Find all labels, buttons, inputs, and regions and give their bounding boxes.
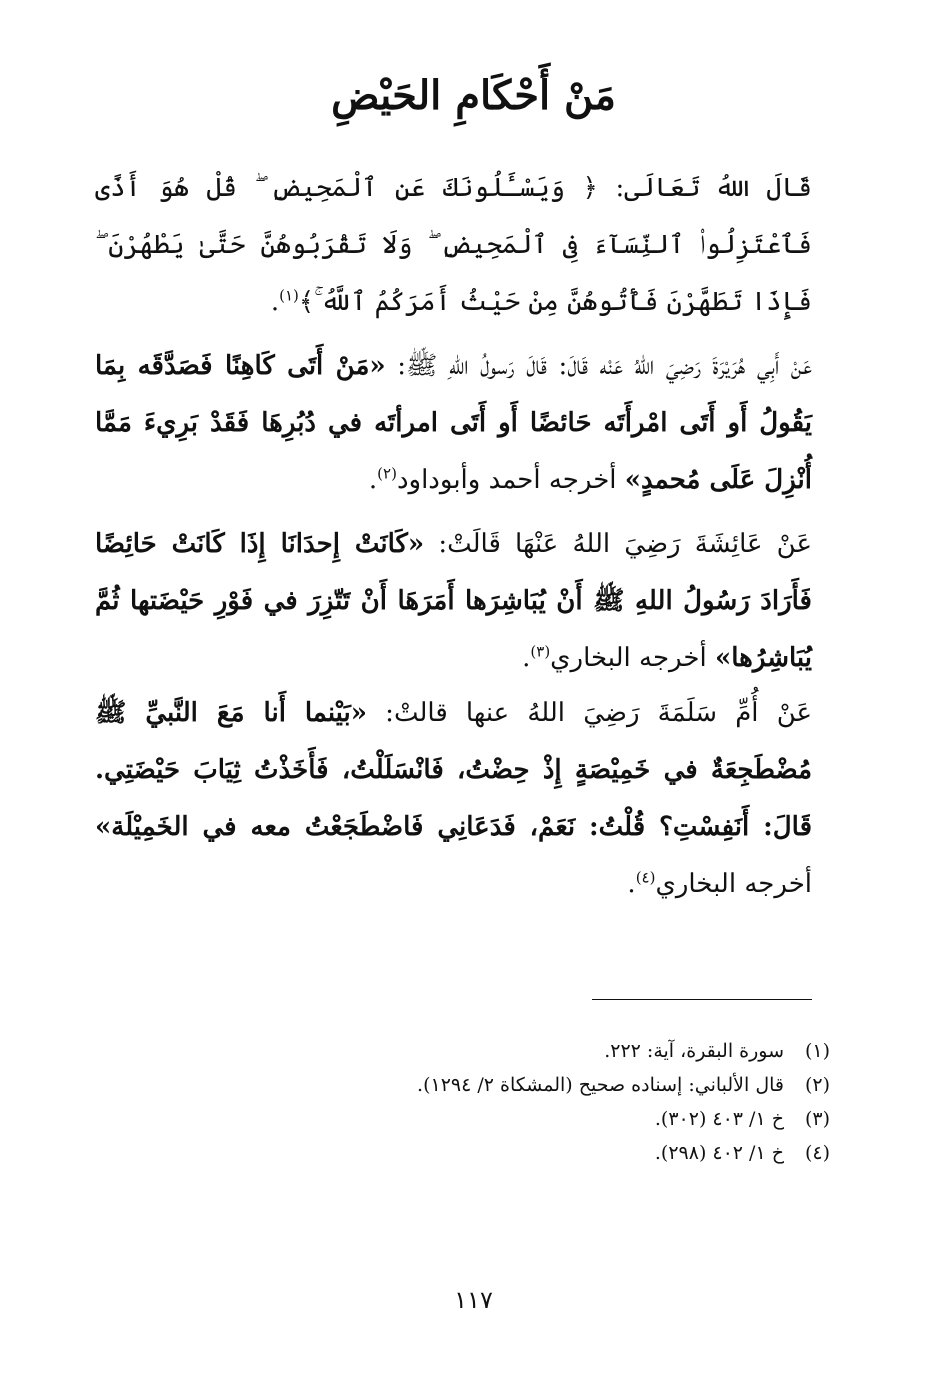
paragraph-intro: عَنْ عَائِشَةَ رَضِيَ اللهُ عَنْهَا قَالَتْ: (424, 529, 812, 559)
hadith-quote: «مَنْ أَتَى كَاهِنًا فَصَدَّقَه بِمَا يَقُولُ أَو أَتَى امْرأَتَه حَائضًا أَو أَتَى امرأتَه في دُبُرِهَا فَقَدْ بَرِيءَ مَمَّا أُنْزِلَ عَلَى مُحمدٍ» (95, 351, 812, 495)
paragraph-hadith-umm-salama (95, 685, 812, 913)
footnote-text: سورة البقرة، آية: ٢٢٢. (604, 1040, 784, 1062)
page-number: ١١٧ (454, 1286, 493, 1314)
footnote-number: (٢) (804, 1074, 830, 1096)
paragraph-end: . (270, 287, 280, 317)
footnote-text: خ ١/ ٤٠٢ (٢٩٨). (654, 1142, 784, 1164)
footnote-text: قال الألباني: إسناده صحيح (المشكاة ٢/ ١٢٩٤). (417, 1074, 784, 1096)
footnote-ref: (٤) (635, 868, 656, 887)
footnote-ref: (٢) (377, 464, 397, 483)
hadith-quote: «كَانَتْ إِحدَانَا إِذَا كَانَتْ حَائِضًا فَأَرَادَ رَسُولُ اللهِ ﷺ أَنْ يُبَاشِرَها أَمَرَهَا أَنْ تَتّزِرَ في فَوْرِ حَيْضَتها ثُمَّ يُبَاشِرُها» (95, 529, 812, 673)
paragraph-intro: عَنْ أُمِّ سَلَمَةَ رَضِيَ اللهُ عنها قالتْ: (367, 698, 812, 728)
footnote-item (300, 1102, 830, 1136)
footnote-ref: (١) (279, 286, 299, 305)
paragraph-hadith-aisha (95, 516, 812, 687)
footnotes (300, 1034, 830, 1170)
footnote-number: (٤) (804, 1142, 830, 1164)
footnote-item (300, 1136, 830, 1170)
footnote-item (300, 1034, 830, 1068)
paragraph-intro: قَالَ اللهُ تَعَالَى: (597, 173, 812, 203)
paragraph-hadith-abu-hurayra (95, 338, 812, 509)
paragraph-end: . (627, 869, 636, 899)
quran-quote: ﴿ وَيَسْـَٔلُونَكَ عَنِ ٱلْمَحِيضِ ۖ قُلْ هُوَ أَذًى فَٱعْتَزِلُوا۟ ٱلنِّسَآءَ فِى ٱلْمَحِيضِ ۖ وَلَا تَقْرَبُوهُنَّ حَتَّىٰ يَطْهُرْنَ ۖ فَإِذَا تَطَهَّرْنَ فَأْتُوهُنَّ مِنْ حَيْثُ أَمَرَكُمُ ٱللَّهُ ۚ﴾ (95, 173, 812, 317)
paragraph-end: . (522, 643, 531, 673)
footnote-item (300, 1068, 830, 1102)
page-title: مَنْ أَحْكَامِ الحَيْضِ (331, 72, 616, 119)
footnote-text: خ ١/ ٤٠٣ (٣٠٢). (654, 1108, 784, 1130)
hadith-source: أخرجه البخاري (550, 643, 715, 673)
hadith-quote: «بَيْنما أَنا مَعَ النَّبيِّ ﷺ مُضْطَجِعَةٌ في خَمِيْصَةٍ إِذْ حِضْتُ، فَانْسَلَلْتُ، فَأَخَذْتُ ثِيَابَ حَيْضَتِي. قَالَ: أَنَفِسْتِ؟ قُلْتُ: نَعَمْ، فَدَعَانِي فَاضْطَجَعْتُ معه في الخَمِيْلَة» (95, 698, 812, 842)
paragraph-end: . (368, 465, 378, 495)
footnote-number: (٣) (804, 1108, 830, 1130)
hadith-source: أخرجه أحمد وأبوداود (396, 465, 625, 495)
hadith-source: أخرجه البخاري (655, 869, 812, 899)
footnote-divider (592, 999, 812, 1000)
paragraph-quran-verse (95, 160, 812, 331)
paragraph-intro: عَنْ أَبِي هُرَيْرَةَ رَضِيَ اللهُ عَنْه قَالَ: قَالَ رَسولُ اللهِ ﷺ: (385, 351, 813, 381)
footnote-number: (١) (804, 1040, 830, 1062)
footnote-ref: (٣) (530, 642, 551, 661)
